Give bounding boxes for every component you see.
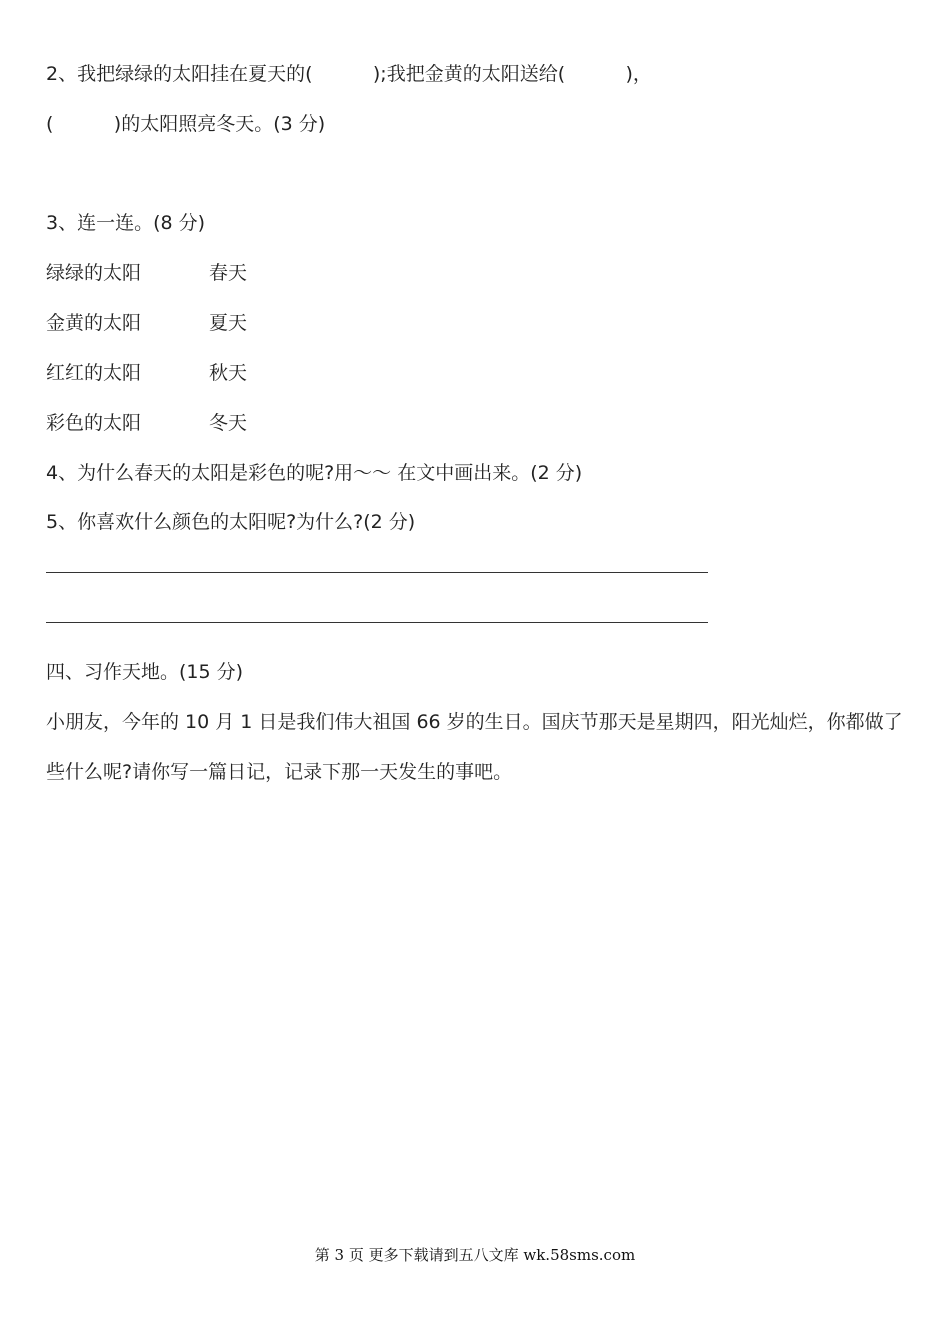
section-4-title: 四、习作天地。(15 分): [46, 661, 244, 683]
match-right-item: 冬天: [209, 412, 248, 434]
page-footer: 第 3 页 更多下载请到五八文库 wk.58sms.com: [314, 1246, 636, 1264]
question-5: 5、你喜欢什么颜色的太阳呢?为什么?(2 分): [46, 511, 416, 533]
question-2-line-1: 2、我把绿绿的太阳挂在夏天的( );我把金黄的太阳送给( )，: [46, 63, 652, 85]
match-row: [46, 411, 446, 435]
match-right-item: 春天: [209, 262, 248, 284]
match-left-item: 彩色的太阳: [46, 412, 142, 434]
match-left-item: 金黄的太阳: [46, 312, 142, 334]
essay-prompt-line-2: 些什么呢?请你写一篇日记，记录下那一天发生的事吧。: [46, 761, 513, 783]
match-row: [46, 311, 446, 335]
question-4: 4、为什么春天的太阳是彩色的呢?用～～ 在文中画出来。(2 分): [46, 462, 583, 484]
match-right-item: 秋天: [209, 362, 248, 384]
question-2-line-2: ( )的太阳照亮冬天。(3 分): [46, 113, 326, 135]
match-row: [46, 361, 446, 385]
answer-line-2[interactable]: [46, 622, 708, 623]
essay-prompt-line-1: 小朋友，今年的 10 月 1 日是我们伟大祖国 66 岁的生日。国庆节那天是星期四，阳光灿烂，你都做了: [46, 711, 903, 733]
match-left-item: 红红的太阳: [46, 362, 142, 384]
match-left-item: 绿绿的太阳: [46, 262, 142, 284]
match-row: [46, 261, 446, 285]
question-3-title: 3、连一连。(8 分): [46, 212, 206, 234]
match-right-item: 夏天: [209, 312, 248, 334]
answer-line-1[interactable]: [46, 572, 708, 573]
